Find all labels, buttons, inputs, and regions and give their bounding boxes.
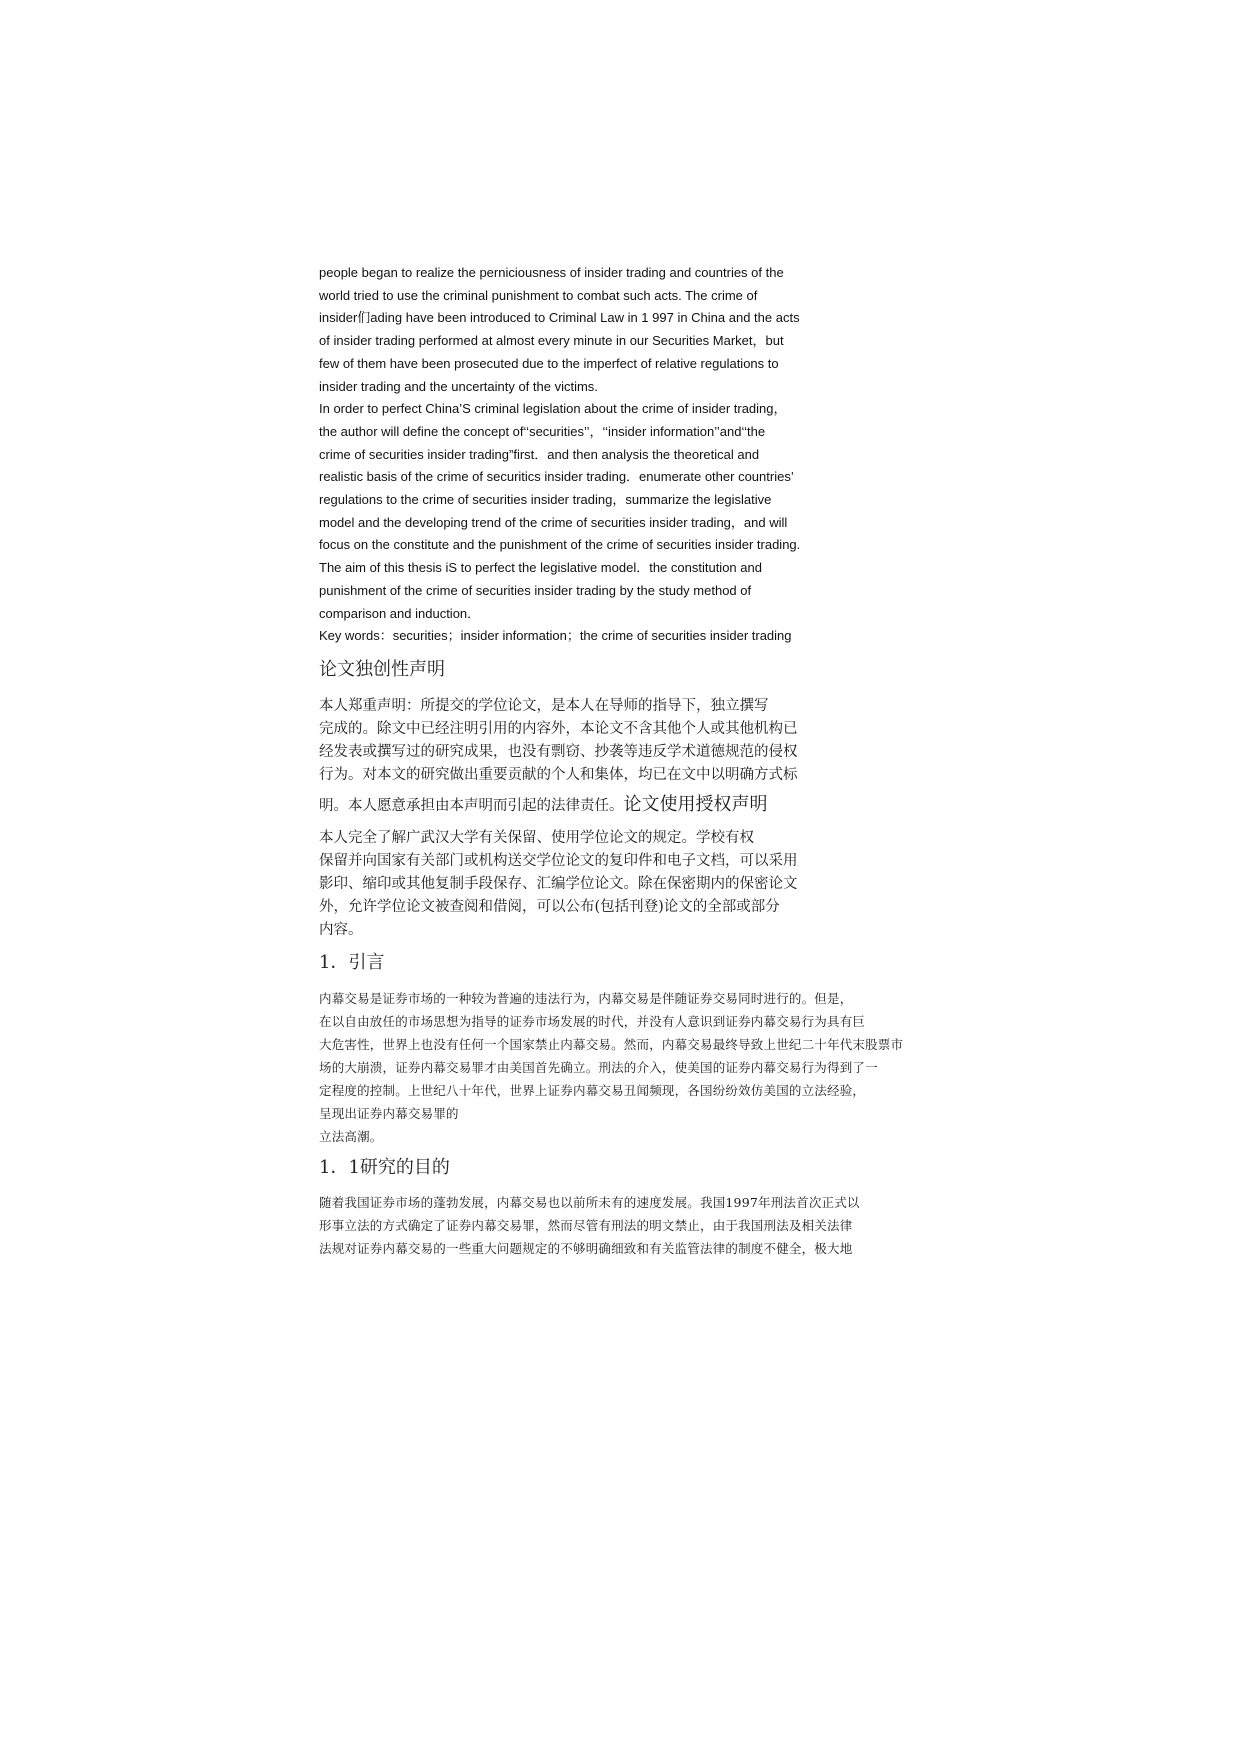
abstract-line: crime of securities insider trading”first．and then analysis the theoretical and <box>319 446 760 462</box>
keywords-line: Key words：securities；insider information；the crime of securities insider trading <box>319 628 792 644</box>
declaration-line: 本人郑重声明：所提交的学位论文，是本人在导师的指导下，独立撰写 <box>319 698 769 714</box>
authorization-line: 本人完全了解广武汉大学有关保留、使用学位论文的规定。学校有权 <box>319 830 754 846</box>
abstract-line: The aim of this thesis iS to perfect the legislative model．the constitution and <box>319 560 762 576</box>
abstract-line: comparison and induction． <box>319 605 481 621</box>
intro-heading: 1．引言 <box>319 952 385 973</box>
abstract-line: model and the developing trend of the crime of securities insider trading，and will <box>319 514 788 530</box>
declaration-section <box>319 657 445 683</box>
authorization-line: 内容。 <box>319 922 363 938</box>
authorization-line: 外，允许学位论文被查阅和借阅，可以公布(包括刊登)论文的全部或部分 <box>319 899 780 915</box>
declaration-last-line-row <box>319 793 768 818</box>
abstract-line: focus on the constitute and the punishment of the crime of securities insider trading. <box>319 537 801 553</box>
declaration-last-line: 明。本人愿意承担由本声明而引起的法律责任。 <box>319 798 624 814</box>
intro-line: 立法高潮。 <box>319 1129 383 1144</box>
abstract-line: insider trading and the uncertainty of the victims. <box>319 378 598 394</box>
declaration-line: 完成的。除文中已经注明引用的内容外，本论文不含其他个人或其他机构已 <box>319 721 798 737</box>
abstract-line: punishment of the crime of securities insider trading by the study method of <box>319 582 752 598</box>
intro-line: 定程度的控制。上世纪八十年代，世界上证券内幕交易丑闻频现，各国纷纷效仿美国的立法经验， <box>319 1083 866 1098</box>
abstract-line: insider们ading have been introduced to Criminal Law in 1 997 in China and the acts <box>319 310 800 326</box>
authorization-line: 保留并向国家有关部门或机构送交学位论文的复印件和电子文档，可以采用 <box>319 853 798 869</box>
purpose-line: 法规对证券内幕交易的一些重大问题规定的不够明确细致和有关监管法律的制度不健全，极大地 <box>319 1241 853 1256</box>
purpose-heading: 1．1研究的目的 <box>319 1157 450 1178</box>
intro-line: 内幕交易是证券市场的一种较为普遍的违法行为，内幕交易是伴随证券交易同时进行的。但是， <box>319 991 853 1006</box>
purpose-body <box>319 1191 860 1260</box>
authorization-body <box>319 827 798 942</box>
intro-line: 呈现出证券内幕交易罪的 <box>319 1106 459 1121</box>
abstract-line: In order to perfect China’S criminal legislation about the crime of insider trading， <box>319 401 787 417</box>
declaration-heading: 论文独创性声明 <box>319 659 445 680</box>
authorization-heading: 论文使用授权声明 <box>623 794 768 815</box>
purpose-section <box>319 1155 450 1181</box>
declaration-body <box>319 695 798 787</box>
abstract-line: few of them have been prosecuted due to the imperfect of relative regulations to <box>319 355 779 371</box>
intro-line: 场的大崩溃，证券内幕交易罪才由美国首先确立。刑法的介入，使美国的证券内幕交易行为得到了一 <box>319 1060 878 1075</box>
abstract-line: the author will define the concept of‘‘securities’’，‘‘insider information’’and‘‘the <box>319 423 766 439</box>
intro-line: 大危害性，世界上也没有任何一个国家禁止内幕交易。然而，内幕交易最终导致上世纪二十年代末股票市 <box>319 1037 904 1052</box>
declaration-line: 经发表或撰写过的研究成果，也没有剽窃、抄袭等违反学术道德规范的侵权 <box>319 744 798 760</box>
declaration-last-row <box>319 793 768 818</box>
abstract-line: world tried to use the criminal punishment to combat such acts. The crime of <box>319 287 758 303</box>
intro-body <box>319 987 903 1148</box>
abstract-line: of insider trading performed at almost every minute in our Securities Market，but <box>319 333 784 349</box>
declaration-line: 行为。对本文的研究做出重要贡献的个人和集体，均已在文中以明确方式标 <box>319 767 798 783</box>
intro-section <box>319 950 384 976</box>
purpose-line: 随着我国证券市场的蓬勃发展，内幕交易也以前所未有的速度发展。我国1997年刑法首次正式以 <box>319 1195 860 1210</box>
english-abstract <box>319 262 959 648</box>
purpose-line: 形事立法的方式确定了证券内幕交易罪，然而尽管有刑法的明文禁止，由于我国刑法及相关法律 <box>319 1218 853 1233</box>
intro-line: 在以自由放任的市场思想为指导的证券市场发展的时代，并没有人意识到证券内幕交易行为具有巨 <box>319 1014 866 1029</box>
authorization-line: 影印、缩印或其他复制手段保存、汇编学位论文。除在保密期内的保密论文 <box>319 876 798 892</box>
abstract-line: regulations to the crime of securities insider trading，summarize the legislative <box>319 492 772 508</box>
abstract-line: realistic basis of the crime of securitics insider trading．enumerate other countries’ <box>319 469 794 485</box>
abstract-line: people began to realize the perniciousness of insider trading and countries of the <box>319 265 784 280</box>
